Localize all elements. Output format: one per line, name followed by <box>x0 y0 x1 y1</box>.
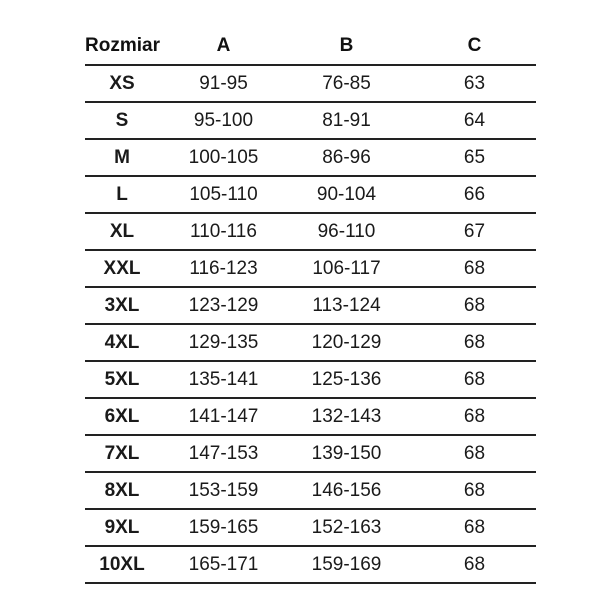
size-label: 5XL <box>85 361 167 398</box>
table-row <box>85 65 536 102</box>
size-label: 6XL <box>85 398 167 435</box>
size-label: 10XL <box>85 546 167 583</box>
measurement-c: 66 <box>413 176 536 213</box>
table-row <box>85 435 536 472</box>
table-row <box>85 102 536 139</box>
measurement-a: 159-165 <box>167 509 280 546</box>
measurement-b: 159-169 <box>280 546 413 583</box>
table-row <box>85 139 536 176</box>
header-b: B <box>280 28 413 65</box>
measurement-b: 76-85 <box>280 65 413 102</box>
measurement-a: 141-147 <box>167 398 280 435</box>
size-chart-body <box>85 65 536 583</box>
size-label: XXL <box>85 250 167 287</box>
size-label: M <box>85 139 167 176</box>
measurement-c: 68 <box>413 287 536 324</box>
measurement-a: 95-100 <box>167 102 280 139</box>
table-row <box>85 250 536 287</box>
measurement-a: 129-135 <box>167 324 280 361</box>
table-row <box>85 509 536 546</box>
measurement-a: 105-110 <box>167 176 280 213</box>
measurement-b: 139-150 <box>280 435 413 472</box>
measurement-b: 132-143 <box>280 398 413 435</box>
measurement-b: 81-91 <box>280 102 413 139</box>
measurement-a: 123-129 <box>167 287 280 324</box>
measurement-a: 147-153 <box>167 435 280 472</box>
measurement-c: 65 <box>413 139 536 176</box>
size-label: XS <box>85 65 167 102</box>
measurement-a: 135-141 <box>167 361 280 398</box>
size-label: L <box>85 176 167 213</box>
measurement-c: 63 <box>413 65 536 102</box>
size-chart-table <box>85 28 536 584</box>
table-row <box>85 287 536 324</box>
measurement-c: 68 <box>413 398 536 435</box>
measurement-c: 68 <box>413 435 536 472</box>
size-label: 9XL <box>85 509 167 546</box>
table-row <box>85 176 536 213</box>
measurement-b: 120-129 <box>280 324 413 361</box>
size-label: S <box>85 102 167 139</box>
size-label: XL <box>85 213 167 250</box>
table-row <box>85 213 536 250</box>
measurement-b: 90-104 <box>280 176 413 213</box>
header-size: Rozmiar <box>85 28 167 65</box>
size-label: 3XL <box>85 287 167 324</box>
size-label: 7XL <box>85 435 167 472</box>
measurement-b: 152-163 <box>280 509 413 546</box>
measurement-c: 68 <box>413 472 536 509</box>
measurement-b: 125-136 <box>280 361 413 398</box>
measurement-a: 110-116 <box>167 213 280 250</box>
header-row <box>85 28 536 65</box>
measurement-c: 64 <box>413 102 536 139</box>
table-row <box>85 361 536 398</box>
measurement-c: 68 <box>413 546 536 583</box>
size-label: 4XL <box>85 324 167 361</box>
measurement-a: 153-159 <box>167 472 280 509</box>
measurement-c: 68 <box>413 250 536 287</box>
measurement-b: 86-96 <box>280 139 413 176</box>
size-chart-header <box>85 28 536 65</box>
measurement-c: 68 <box>413 361 536 398</box>
measurement-b: 96-110 <box>280 213 413 250</box>
measurement-a: 100-105 <box>167 139 280 176</box>
header-c: C <box>413 28 536 65</box>
measurement-a: 165-171 <box>167 546 280 583</box>
measurement-b: 113-124 <box>280 287 413 324</box>
measurement-c: 67 <box>413 213 536 250</box>
measurement-a: 91-95 <box>167 65 280 102</box>
header-a: A <box>167 28 280 65</box>
measurement-c: 68 <box>413 324 536 361</box>
measurement-b: 106-117 <box>280 250 413 287</box>
size-label: 8XL <box>85 472 167 509</box>
measurement-a: 116-123 <box>167 250 280 287</box>
table-row <box>85 546 536 583</box>
measurement-b: 146-156 <box>280 472 413 509</box>
measurement-c: 68 <box>413 509 536 546</box>
table-row <box>85 472 536 509</box>
table-row <box>85 398 536 435</box>
table-row <box>85 324 536 361</box>
